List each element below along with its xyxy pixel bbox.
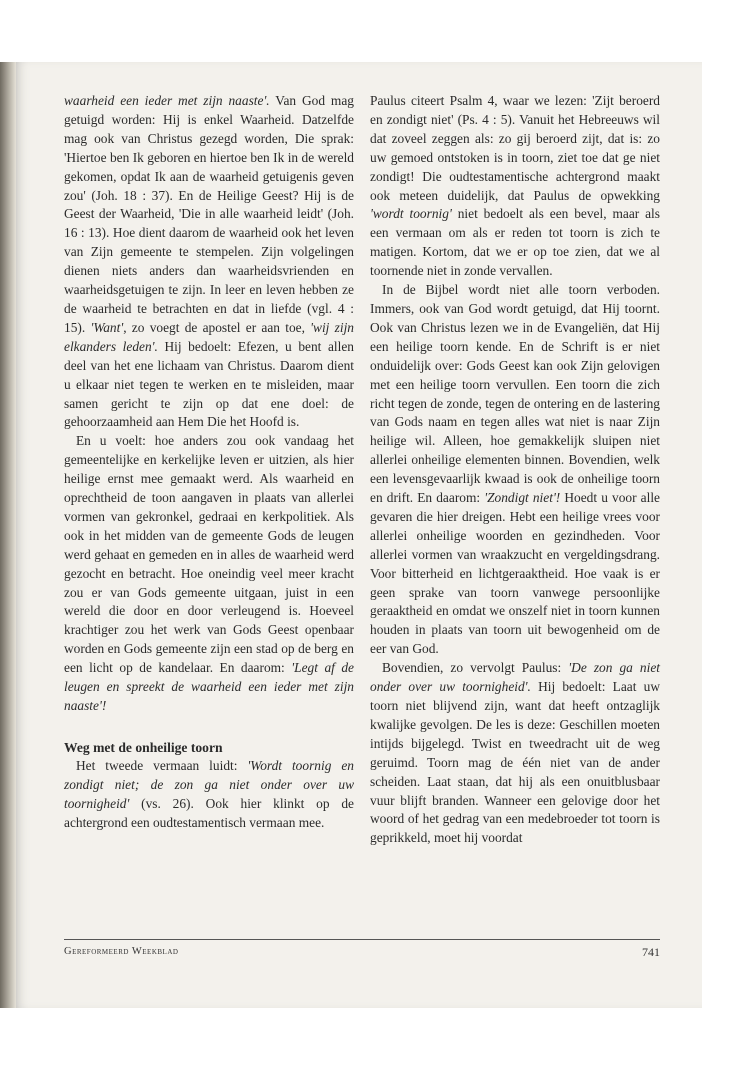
text-run: , zo voegt de apostel er aan toe, [123,319,311,335]
text-run: Van God mag getuigd worden: Hij is enkel Waarheid. Datzelfde mag ook van Christus gezegd worden, Die sprak: 'Hiertoe ben Ik geboren en hiertoe ben Ik in de wereld gekomen, opdat Ik aan de waarheid getuigenis geven zou' (Joh. 18 : 37). En de Heilige Geest? Hij is de Geest der Waarheid, 'Die in alle waarheid leidt' (Joh. 16 : 13). Hoe dient daarom de waarheid ook het leven van Zijn gemeente te stempelen. Zijn volgelingen dienen niets anders dan waarheidsvrienden en waarheidsgetuigen te zijn. In leer en leven hebben ze de waarheid te betrachten en dat in liefde (vgl. 4 : 15). [64,93,354,335]
paragraph [370,659,660,848]
italic-quote: 'wij zijn elkanders leden'. [64,319,354,354]
paragraph [64,432,354,716]
text-run: niet bedoelt als een bevel, maar als een vermaan om als er reden tot toorn is zich te matigen. Kortom, dat we er op toe zien, dat we al toornende niet in zonde vervallen. [370,206,660,279]
text-run: En u voelt: hoe anders zou ook vandaag het gemeentelijke en kerkelijke leven er uitzien, als hier heilige ernst mee gemaakt werd. Als waarheid en oprechtheid de toon aangaven in plaats van allerlei vormen van gekronkel, gedraai en kerkpolitiek. Als ook in het midden van de gemeente Gods de leugen werd gehaat en gemeden en in alles de waarheid werd gezocht en betracht. Hoe oneindig veel meer kracht zou er van Gods gemeente uitgaan, juist in een wereld die door en door verleugend is. Hoeveel krachtiger zou het werk van Gods Geest openbaar worden en Gods gemeente zijn een stad op de berg en een licht op de kandelaar. En daarom: [64,433,354,676]
italic-quote: 'Want' [90,319,124,335]
left-text-column [64,92,354,833]
footer-rule [64,939,660,940]
text-run: In de Bijbel wordt niet alle toorn verboden. Immers, ook van God wordt getuigd, dat Hij toornt. Ook van Christus lezen we in de Evangeliën, dat Hij een heilige toorn kende. En de Schrift is er niet onduidelijk over: Gods Geest kan ook Zijn gelovigen met een heilige toorn vervullen. Een toorn die zich richt tegen de zonde, tegen de ontering en de lastering van Gods naam en tegen alles wat niet is naar Zijn heilige wil. Alleen, hoe gemakkelijk sluipen niet allerlei onheilige elementen binnen. Bovendien, welk een levensgevaarlijk kwaad is ook de onheilige toorn en drift. En daarom: [370,282,660,506]
italic-quote: 'wordt toornig' [370,206,452,222]
paragraph [370,281,660,659]
text-run: Bovendien, zo vervolgt Paulus: [382,660,569,676]
text-run: (vs. 26). Ook hier klinkt op de achtergrond een oudtestamentisch vermaan mee. [64,795,354,830]
text-run: Hij bedoelt: Laat uw toorn niet blijvend zijn, want dat heeft ontzaglijk kwalijke gevolgen. De les is deze: Geschillen moeten intijds bijgelegd. Twist en tweedracht uit de weg geruimd. Toorn mag de één niet van de ander scheiden. Laat staan, dat hij als een onuitblusbaar vuur blijft branden. Wanneer een gelovige door het woord of het gedrag van een medebroeder tot toorn is geprikkeld, moet hij voordat [370,679,660,846]
text-run: Hij bedoelt: Efezen, u bent allen deel van het ene lichaam van Christus. Daarom dient u elkaar niet tegen te werken en te misleiden, maar samen gericht te zijn op dat ene doel: de gehoorzaamheid aan Hem Die het Hoofd is. [64,338,354,430]
italic-quote: waarheid een ieder met zijn naaste'. [64,93,270,108]
italic-quote: 'Wordt toornig en zondigt niet; de zon ga niet onder over uw toornigheid' [64,757,354,811]
page-number: 741 [642,945,660,959]
paragraph [64,757,354,833]
paragraph [64,92,354,432]
text-run: Het tweede vermaan luidt: [76,757,248,773]
italic-quote: 'De zon ga niet onder over uw toornigheid'. [370,660,660,695]
publication-name: Gereformeerd Weekblad [64,946,179,957]
section-heading: Weg met de onheilige toorn [64,739,223,755]
right-text-column [370,92,660,848]
text-run: Paulus citeert Psalm 4, waar we lezen: 'Zijt beroerd en zondigt niet' (Ps. 4 : 5). Vanuit het Hebreeuws wil dat zoveel zeggen als: zo gij beroerd zijt, dat is: zo uw gemoed ontstoken is in toorn, ziet toe dat ge niet zondigt! Die oudtestamentische achtergrond maakt ook meteen duidelijk, dat Paulus de opwekking [370,93,660,203]
italic-quote: 'Legt af de leugen en spreekt de waarheid een ieder met zijn naaste'! [64,660,354,713]
book-spine-shadow [0,62,16,1008]
italic-quote: 'Zondigt niet'! [484,490,561,506]
text-run: Hoedt u voor alle gevaren die hier dreigen. Hebt een heilige vrees voor allerlei onheilige woorden en gezindheden. Voor allerlei vormen van wraakzucht en vergeldingsdrang. Voor bitterheid en lichtgeraaktheid. Hoe vaak is er geen sprake van toorn vanwege persoonlijke geraaktheid en omdat we onszelf niet in toorn kunnen houden in plaats van toorn uit bewogenheid om de eer van God. [370,490,660,657]
paragraph [370,92,660,281]
